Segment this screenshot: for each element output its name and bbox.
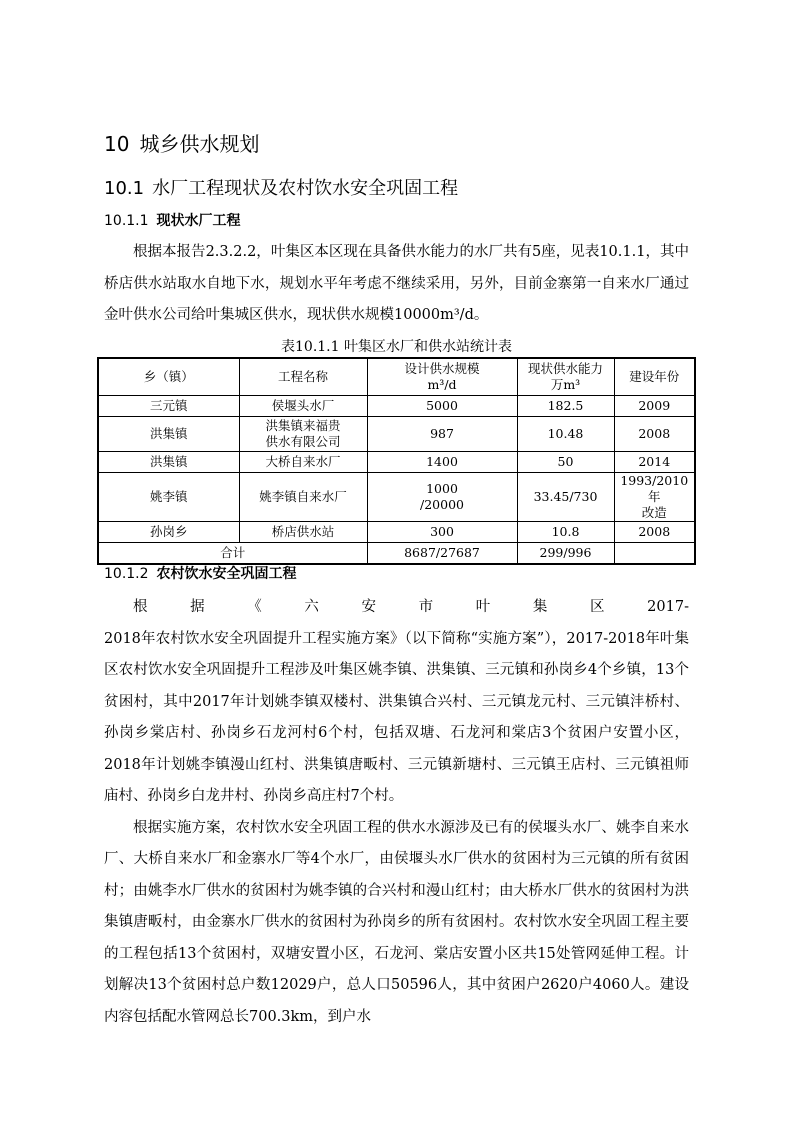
chapter-title: 城乡供水规划: [139, 132, 260, 156]
header-design-capacity: 设计供水规模 m³/d: [367, 358, 517, 396]
subsection-title: 农村饮水安全巩固工程: [156, 566, 297, 582]
cell-current: 50: [517, 452, 614, 473]
paragraph-text: 2018年农村饮水安全巩固提升工程实施方案》（以下简称“实施方案”），2017-2018年叶集区农村饮水安全巩固提升工程涉及叶集区姚李镇、洪集镇、三元镇和孙岗乡4个乡镇，13个贫困村，其中2017年计划姚李镇双楼村、洪集镇合兴村、三元镇龙元村、三元镇沣桥村、孙岗乡棠店村、孙岗乡石龙河村6个村，包括双塘、石龙河和棠店3个贫困户安置小区，2018年计划姚李镇漫山红村、洪集镇唐畈村、三元镇新塘村、三元镇王店村、三元镇祖师庙村、孙岗乡白龙井村、孙岗乡高庄村7个村。: [104, 630, 689, 804]
header-year: 建设年份: [614, 358, 695, 396]
table-row: [98, 417, 695, 452]
table-total-row: [98, 543, 695, 565]
section-heading: [104, 174, 458, 200]
cell-town: 姚李镇: [98, 473, 239, 522]
cell-project: 侯堰头水厂: [239, 396, 367, 417]
cell-current: 10.8: [517, 522, 614, 543]
cell-total-design: 8687/27687: [367, 543, 517, 565]
subsection-heading-1012: [104, 563, 297, 583]
paragraph-existing-plants: [104, 237, 689, 332]
cell-project: 洪集镇来福贵 供水有限公司: [239, 417, 367, 452]
cell-year: 2008: [614, 522, 695, 543]
cell-town: 孙岗乡: [98, 522, 239, 543]
subsection-title: 现状水厂工程: [156, 213, 241, 229]
cell-project: 姚李镇自来水厂: [239, 473, 367, 522]
cell-design: 1000 /20000: [367, 473, 517, 522]
paragraph-rural-water: [104, 592, 689, 1033]
cell-current: 33.45/730: [517, 473, 614, 522]
cell-town: 洪集镇: [98, 417, 239, 452]
water-plant-table: [97, 357, 696, 565]
cell-town: 三元镇: [98, 396, 239, 417]
cell-project: 大桥自来水厂: [239, 452, 367, 473]
cell-town: 洪集镇: [98, 452, 239, 473]
table-row: [98, 452, 695, 473]
cell-design: 5000: [367, 396, 517, 417]
cell-current: 10.48: [517, 417, 614, 452]
cell-year: 2008: [614, 417, 695, 452]
paragraph-text: 根据本报告2.3.2.2，叶集区本区现在具备供水能力的水厂共有5座，见表10.1.1，其中桥店供水站取水自地下水，规划水平年考虑不继续采用，另外，目前金寨第一自来水厂通过金叶供水公司给叶集城区供水，现状供水规模10000m³/d。: [104, 244, 689, 323]
cell-total-current: 299/996: [517, 543, 614, 565]
header-current-capacity: 现状供水能力 万m³: [517, 358, 614, 396]
cell-project: 桥店供水站: [239, 522, 367, 543]
header-town: 乡（镇）: [98, 358, 239, 396]
subsection-number: 10.1.2: [104, 566, 149, 582]
table-header-row: [98, 358, 695, 396]
cell-total-label: 合计: [98, 543, 367, 565]
table-row: [98, 522, 695, 543]
header-project: 工程名称: [239, 358, 367, 396]
section-title: 水厂工程现状及农村饮水安全巩固工程: [152, 178, 459, 199]
cell-design: 300: [367, 522, 517, 543]
section-number: 10.1: [104, 178, 145, 199]
paragraph-lead-line: 根据《六安市叶集区2017-: [133, 599, 689, 615]
cell-year: 2014: [614, 452, 695, 473]
cell-current: 182.5: [517, 396, 614, 417]
cell-total-year: [614, 543, 695, 565]
table-row: [98, 396, 695, 417]
table-row: [98, 473, 695, 522]
paragraph-text: 根据实施方案，农村饮水安全巩固工程的供水水源涉及已有的侯堰头水厂、姚李自来水厂、大桥自来水厂和金寨水厂等4个水厂，由侯堰头水厂供水的贫困村为三元镇的所有贫困村；由姚李水厂供水的贫困村为姚李镇的合兴村和漫山红村；由大桥水厂供水的贫困村为洪集镇唐畈村，由金寨水厂供水的贫困村为孙岗乡的所有贫困村。农村饮水安全巩固工程主要的工程包括13个贫困村，双塘安置小区，石龙河、棠店安置小区共15处管网延伸工程。计划解决13个贫困村总户数12029户，总人口50596人，其中贫困户2620户4060人。建设内容包括配水管网总长700.3km，到户水: [104, 819, 689, 1025]
cell-design: 987: [367, 417, 517, 452]
cell-year: 1993/2010年 改造: [614, 473, 695, 522]
table-caption: 表10.1.1 叶集区水厂和供水站统计表: [281, 339, 512, 355]
chapter-heading: [104, 128, 259, 157]
cell-design: 1400: [367, 452, 517, 473]
chapter-number: 10: [104, 132, 130, 156]
subsection-heading-1011: [104, 210, 241, 230]
cell-year: 2009: [614, 396, 695, 417]
subsection-number: 10.1.1: [104, 213, 149, 229]
